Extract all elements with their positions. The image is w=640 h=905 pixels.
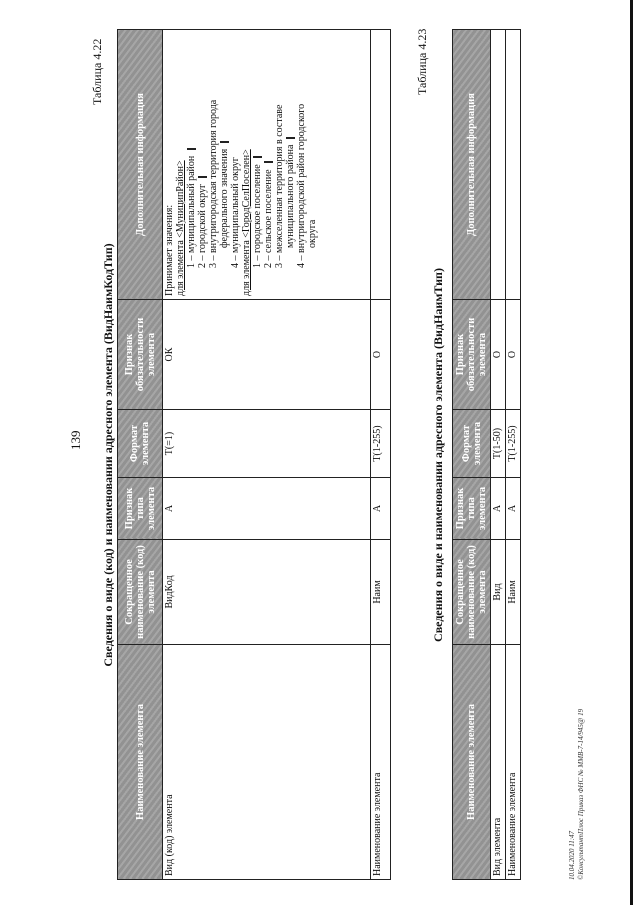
header-cell: Наименование элемента (453, 645, 491, 880)
info-intro: Принимает значения: (164, 204, 175, 296)
cell-name: Наименование элемента (371, 645, 391, 880)
header-cell: Сокращенное наименование (код) элемента (453, 540, 491, 645)
table-label: Таблица 4.22 (90, 38, 104, 105)
footer (568, 709, 586, 880)
cell-code: Наим (506, 540, 521, 645)
cell-code: Вид (491, 540, 506, 645)
cell-info (371, 30, 391, 300)
cell-info (163, 30, 371, 300)
info-group-title: для элемента <МуниципРайон> (175, 160, 186, 296)
table-4-22 (117, 29, 391, 880)
info-value: федерального значения (219, 148, 230, 248)
table-row (163, 30, 371, 880)
page-edge-divider (630, 0, 633, 905)
header-cell: Формат элемента (118, 410, 163, 478)
cell-format: T(1-255) (371, 410, 391, 478)
table-label: Таблица 4.23 (415, 28, 429, 95)
info-value: 3 – межселенная территория в составе (274, 104, 285, 268)
header-cell: Признак обязательности элемента (453, 300, 491, 410)
cell-type: А (506, 478, 521, 540)
table-title: Сведения о виде (код) и наименовании адресного элемента (ВидНаимКодТип) (101, 243, 115, 667)
cell-code: ВидКод (163, 540, 371, 645)
info-value: 4 – внутригородской район городского (296, 103, 307, 268)
header-cell: Наименование элемента (118, 645, 163, 880)
header-cell: Признак типа элемента (453, 478, 491, 540)
cell-code: Наим (371, 540, 391, 645)
table-4-23 (452, 29, 521, 880)
info-value: 2 – городской округ (197, 183, 208, 268)
info-group-title: для элемента <ГородСелПоселен> (241, 149, 252, 296)
cell-required: О (371, 300, 391, 410)
cell-required: О (506, 300, 521, 410)
cell-required: О (491, 300, 506, 410)
info-value: 2 – сельское поселение (263, 169, 274, 268)
header-cell: Сокращенное наименование (код) элемента (118, 540, 163, 645)
info-value: 1 – муниципальный район (186, 155, 197, 268)
header-cell: Признак обязательности элемента (118, 300, 163, 410)
cell-info (506, 30, 521, 300)
info-value: 3 – внутригородская территория города (208, 99, 219, 268)
table-title: Сведения о виде и наименовании адресного элемента (ВидНаимТип) (431, 268, 445, 642)
table-row (491, 30, 506, 880)
info-value: муниципального района (285, 144, 296, 248)
header-cell: Дополнительная информация (453, 30, 491, 300)
cell-type: А (163, 478, 371, 540)
cell-info (491, 30, 506, 300)
cell-type: А (371, 478, 391, 540)
cell-required: ОК (163, 300, 371, 410)
header-cell: Формат элемента (453, 410, 491, 478)
cell-type: А (491, 478, 506, 540)
page-number: 139 (68, 430, 83, 450)
cell-name: Вид элемента (491, 645, 506, 880)
info-value: 1 – городское поселение (252, 164, 263, 268)
info-value: 4 – муниципальный округ (230, 157, 241, 268)
cell-format: T(=1) (163, 410, 371, 478)
footer-datetime: 10.04.2020 11:47 (568, 830, 576, 880)
cell-name: Наименование элемента (506, 645, 521, 880)
header-cell: Признак типа элемента (118, 478, 163, 540)
header-cell: Дополнительная информация (118, 30, 163, 300)
table-row (371, 30, 391, 880)
cell-format: T(1-255) (506, 410, 521, 478)
footer-source: ©КонсультантПлюс Приказ ФНС № ММВ-7-14/945@ 19 (577, 708, 585, 880)
cell-name: Вид (код) элемента (163, 645, 371, 880)
cell-format: T(1-50) (491, 410, 506, 478)
info-value: округа (307, 219, 318, 248)
table-row (506, 30, 521, 880)
